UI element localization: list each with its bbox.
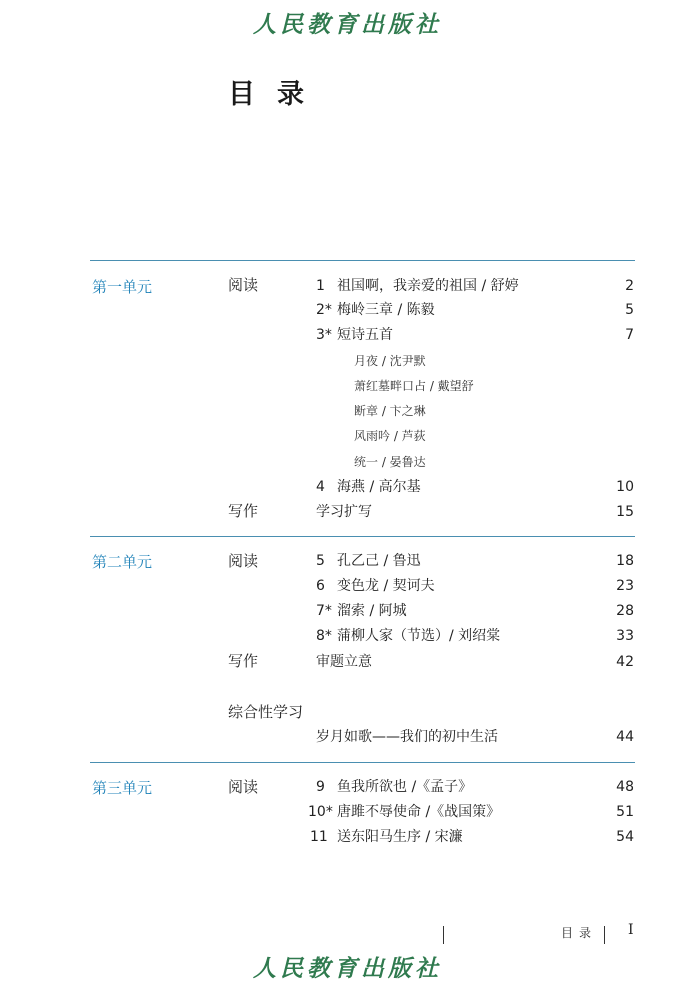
poem-entry[interactable]: 萧红墓畔口占 / 戴望舒 (354, 379, 474, 393)
toc-num: 7* (316, 603, 332, 619)
toc-entry[interactable]: 孔乙己 / 鲁迅 (337, 553, 421, 569)
page-title: 目录 (228, 79, 326, 110)
footer-divider (443, 926, 444, 944)
toc-num: 3* (316, 327, 332, 343)
toc-entry[interactable]: 祖国啊，我亲爱的祖国 / 舒婷 (337, 278, 519, 294)
publisher-logo-top: 人民教育出版社 (253, 11, 442, 38)
toc-page: 23 (616, 578, 634, 594)
toc-entry[interactable]: 审题立意 (316, 654, 372, 670)
toc-entry[interactable]: 送东阳马生序 / 宋濂 (337, 829, 463, 845)
footer-label: 目录 (561, 926, 598, 940)
toc-page: 54 (616, 829, 634, 845)
unit1-rule (90, 260, 635, 261)
toc-page: 18 (616, 553, 634, 569)
toc-entry[interactable]: 岁月如歌——我们的初中生活 (316, 729, 498, 745)
unit-heading-1: 第一单元 (92, 278, 153, 296)
toc-entry[interactable]: 蒲柳人家（节选）/ 刘绍棠 (337, 628, 501, 644)
poem-entry[interactable]: 断章 / 卞之琳 (354, 404, 426, 418)
section-writing-2: 写作 (228, 652, 259, 670)
toc-page: 2 (625, 278, 634, 294)
toc-num: 2* (316, 302, 332, 318)
section-reading-3: 阅读 (228, 778, 259, 796)
unit-heading-2: 第二单元 (92, 553, 153, 571)
toc-page: 42 (616, 654, 634, 670)
poem-entry[interactable]: 风雨吟 / 芦荻 (354, 429, 426, 443)
toc-page: 5 (625, 302, 634, 318)
toc-entry[interactable]: 学习扩写 (316, 504, 372, 520)
section-comprehensive: 综合性学习 (228, 703, 304, 721)
toc-entry[interactable]: 变色龙 / 契诃夫 (337, 578, 435, 594)
toc-entry[interactable]: 鱼我所欲也 /《孟子》 (337, 779, 473, 795)
toc-page: 48 (616, 779, 634, 795)
toc-page: 51 (616, 804, 634, 820)
unit3-rule (90, 762, 635, 763)
toc-num: 9 (316, 779, 325, 795)
toc-num: 4 (316, 479, 325, 495)
toc-page: 15 (616, 504, 634, 520)
section-writing-1: 写作 (228, 502, 259, 520)
toc-page: 7 (625, 327, 634, 343)
unit2-rule (90, 536, 635, 537)
toc-num: 8* (316, 628, 332, 644)
section-reading-2: 阅读 (228, 552, 259, 570)
toc-page: 28 (616, 603, 634, 619)
toc-num: 1 (316, 278, 325, 294)
footer-divider (604, 926, 605, 944)
toc-page: 44 (616, 729, 634, 745)
unit-heading-3: 第三单元 (92, 779, 153, 797)
toc-page: 33 (616, 628, 634, 644)
toc-entry[interactable]: 短诗五首 (337, 327, 393, 343)
toc-num: 5 (316, 553, 325, 569)
toc-page: 10 (616, 479, 634, 495)
publisher-logo-bottom: 人民教育出版社 (253, 955, 442, 982)
toc-entry[interactable]: 梅岭三章 / 陈毅 (337, 302, 435, 318)
toc-entry[interactable]: 唐雎不辱使命 /《战国策》 (337, 804, 501, 820)
toc-entry[interactable]: 溜索 / 阿城 (337, 603, 407, 619)
toc-entry[interactable]: 海燕 / 高尔基 (337, 479, 421, 495)
poem-entry[interactable]: 月夜 / 沈尹默 (354, 354, 426, 368)
section-reading-1: 阅读 (228, 276, 259, 294)
toc-num: 10* (308, 804, 333, 820)
poem-entry[interactable]: 统一 / 晏鲁达 (354, 455, 426, 469)
toc-num: 11 (310, 829, 328, 845)
page-number: I (628, 922, 634, 938)
toc-num: 6 (316, 578, 325, 594)
